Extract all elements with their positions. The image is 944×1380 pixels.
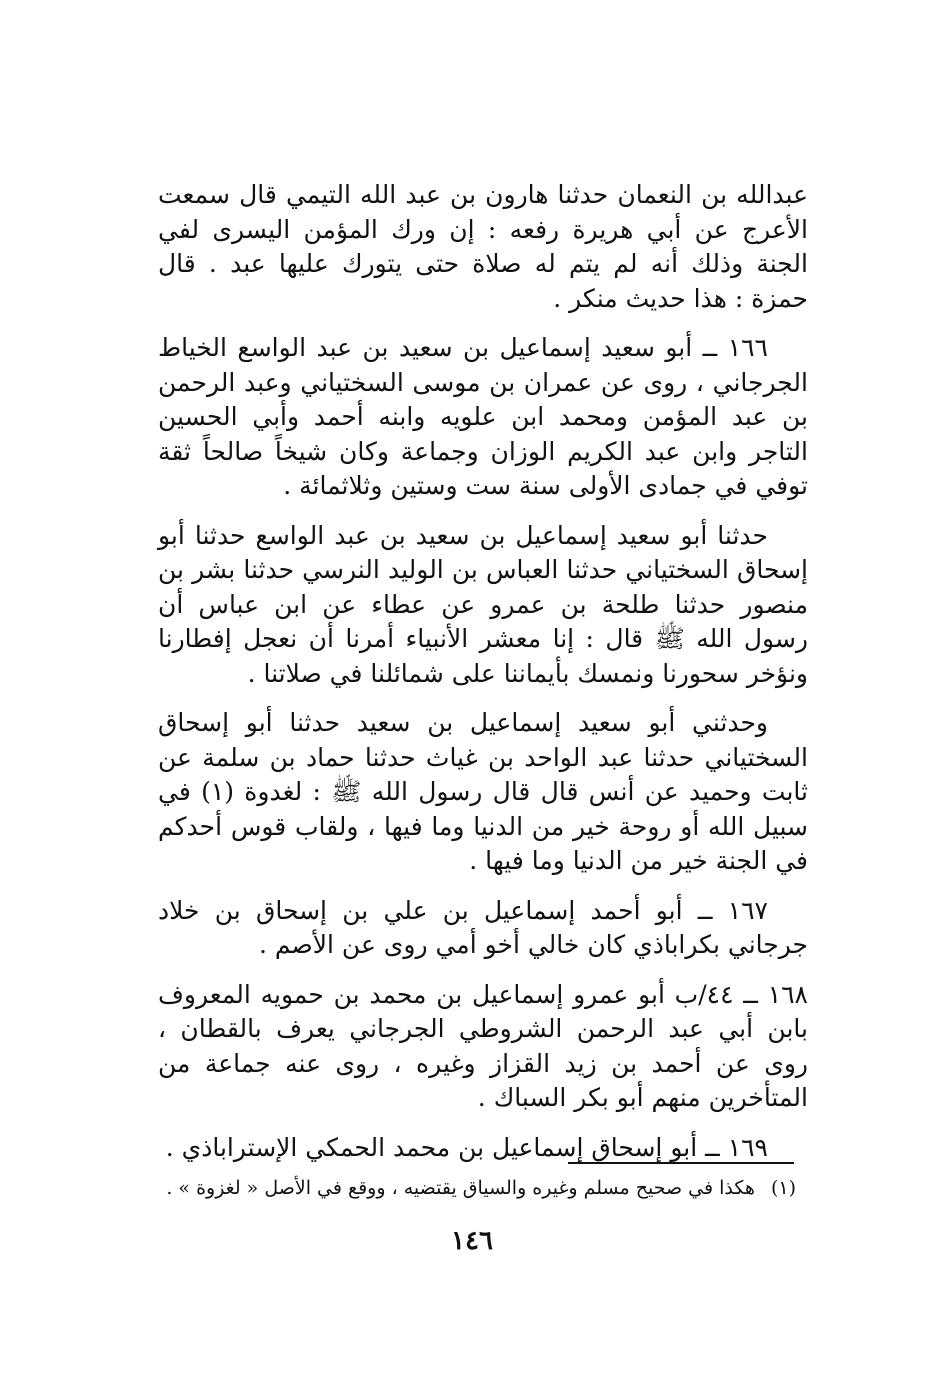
footnote-divider	[568, 1162, 794, 1164]
footnote-number: (١)	[770, 1177, 796, 1199]
entry-166: ١٦٦ ــ أبو سعيد إسماعيل بن سعيد بن عبد الواسع الخياط الجرجاني ، روى عن عمران بن موسى السختياني وعبد الرحمن بن عبد المؤمن ومحمد ابن علويه وابنه أحمد وأبي الحسين التاجر وابن عبد الكريم الوزان وجماعة وكان شيخاً صالحاً ثقة توفي في جمادى الأولى سنة ست وستين وثلاثمائة .	[158, 333, 808, 500]
main-text	[158, 178, 808, 1165]
footnote	[160, 1174, 796, 1202]
entry-169: ١٦٩ ــ أبو إسحاق إسماعيل بن محمد الحمكي الإستراباذي .	[165, 1132, 768, 1162]
page-number: ١٤٦	[451, 1226, 493, 1256]
entry-167: ١٦٧ ــ أبو أحمد إسماعيل بن علي بن إسحاق بن خلاد جرجاني بكراباذي كان خالي أخو أمي روى عن الأصم .	[158, 895, 808, 959]
hadith-paragraph: حدثنا أبو سعيد إسماعيل بن سعيد بن عبد الواسع حدثنا أبو إسحاق السختياني حدثنا العباس بن الوليد النرسي حدثنا بشر بن منصور حدثنا طلحة بن عمرو عن عطاء عن ابن عباس أن رسول الله ﷺ قال : إنا معشر الأنبياء أمرنا أن نعجل إفطارنا ونؤخر سحورنا ونمسك بأيماننا على شمائلنا في صلاتنا .	[158, 520, 808, 688]
entry-168: ١٦٨ ــ ٤٤/ب أبو عمرو إسماعيل بن محمد بن حمويه المعروف بابن أبي عبد الرحمن الشروطي الجرجاني يعرف بالقطان ، روى عن أحمد بن زيد القزاز وغيره ، روى عنه جماعة من المتأخرين منهم أبو بكر السباك .	[158, 979, 808, 1112]
hadith-paragraph: وحدثني أبو سعيد إسماعيل بن سعيد حدثنا أبو إسحاق السختياني حدثنا عبد الواحد بن غياث حدثنا حماد بن سلمة عن ثابت وحميد عن أنس قال قال رسول الله ﷺ : لغدوة (١) في سبيل الله أو روحة خير من الدنيا وما فيها ، ولقاب قوس أحدكم في الجنة خير من الدنيا وما فيها .	[158, 708, 808, 875]
paragraph-continuation: عبدالله بن النعمان حدثنا هارون بن عبد الله التيمي قال سمعت الأعرج عن أبي هريرة رفعه : إن ورك المؤمن اليسرى لفي الجنة وذلك أنه لم يتم له صلاة حتى يتورك عليها عبد . قال حمزة : هذا حديث منكر .	[158, 180, 808, 313]
footnote-text: هكذا في صحيح مسلم وغيره والسياق يقتضيه ، ووقع في الأصل « لغزوة » .	[166, 1177, 755, 1199]
